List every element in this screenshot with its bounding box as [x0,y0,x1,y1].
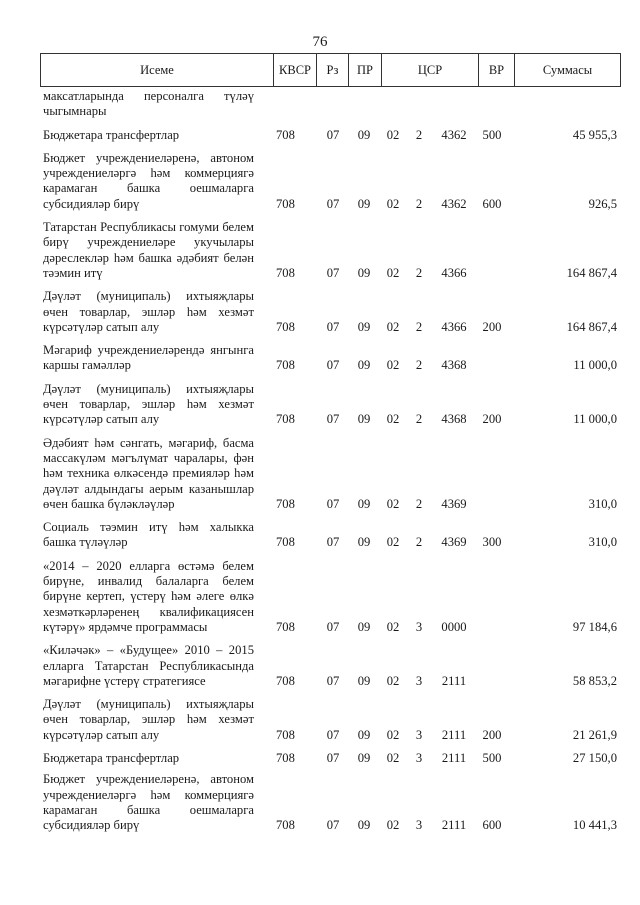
table-row [40,751,621,766]
row-name: Дәүләт (муниципаль) ихтыяҗлары өчен товарлар, эшләр һәм хезмәт күрсәтүләр сатып алу [43,697,254,742]
row-kvsr: 708 [276,358,295,373]
row-csr2: 2 [415,319,423,334]
row-pr: 09 [357,496,371,511]
row-vr: 500 [482,750,502,765]
row-vr: 600 [482,196,502,211]
row-sum: 164 867,4 [566,265,617,280]
row-csr3: 2111 [441,750,467,765]
table-row [40,220,621,281]
row-name: «2014 – 2020 елларга өстәмә белем бирүне, инвалид балаларга белем бирүне кертеп, үстерү һәм әлеге өлкә хезмәткәрләренең квалификациясен күтәрү» ярдәмче программасы [43,558,254,634]
row-pr: 09 [357,619,371,634]
table-body [40,89,621,833]
row-vr: 500 [482,127,502,142]
row-name: максатларында персоналга түләү чыгымнары [43,89,254,119]
table-row [40,559,621,635]
row-csr2: 2 [415,496,423,511]
row-pr: 09 [357,535,371,550]
table-row [40,151,621,212]
row-csr1: 02 [386,750,400,765]
header-kvsr: КВСР [273,54,316,86]
row-kvsr: 708 [276,319,295,334]
row-csr1: 02 [386,496,400,511]
row-sum: 10 441,3 [572,818,617,833]
row-kvsr: 708 [276,750,295,765]
row-sum: 21 261,9 [572,727,617,742]
table-row [40,128,621,143]
header-csr: ЦСР [381,54,478,86]
row-sum: 27 150,0 [572,750,617,765]
row-csr3: 4368 [441,412,467,427]
header-vr: ВР [478,54,514,86]
row-rz: 07 [326,319,340,334]
row-rz: 07 [326,619,340,634]
row-csr3: 2111 [441,727,467,742]
table-row [40,772,621,833]
row-name: Мәгариф учреждениеләрендә янгынга каршы гамәлләр [43,343,254,373]
row-pr: 09 [357,412,371,427]
row-rz: 07 [326,673,340,688]
budget-table [40,53,621,833]
row-pr: 09 [357,727,371,742]
row-rz: 07 [326,818,340,833]
header-pr: ПР [348,54,381,86]
table-row [40,343,621,374]
row-kvsr: 708 [276,265,295,280]
row-csr1: 02 [386,358,400,373]
row-csr1: 02 [386,319,400,334]
row-vr: 300 [482,535,502,550]
row-pr: 09 [357,127,371,142]
row-sum: 45 955,3 [572,127,617,142]
row-name: Бюджет учреждениеләренә, автоном учреждениеләргә һәм коммерциягә карамаган башка оешмаларга субсидияләр бирү [43,772,254,833]
row-rz: 07 [326,358,340,373]
row-kvsr: 708 [276,196,295,211]
table-row [40,436,621,512]
row-name: Дәүләт (муниципаль) ихтыяҗлары өчен товарлар, эшләр һәм хезмәт күрсәтүләр сатып алу [43,289,254,334]
row-csr2: 2 [415,265,423,280]
row-rz: 07 [326,127,340,142]
row-csr1: 02 [386,619,400,634]
row-name: Татарстан Республикасы гомуми белем бирү учреждениеләре укучылары дәреслекләр һәм башка әдәбият белән тәэмин итү [43,220,254,280]
row-name: «Киләчәк» – «Будущее» 2010 – 2015 елларга Татарстан Республикасында мәгарифне үстерү стратегиясе [43,643,254,688]
row-name: Дәүләт (муниципаль) ихтыяҗлары өчен товарлар, эшләр һәм хезмәт күрсәтүләр сатып алу [43,381,254,427]
row-csr3: 4366 [441,265,467,280]
row-kvsr: 708 [276,727,295,742]
row-kvsr: 708 [276,619,295,634]
table-row [40,643,621,689]
table-row [40,382,621,428]
table-row [40,520,621,551]
row-csr3: 4369 [441,535,467,550]
row-csr3: 4368 [441,358,467,373]
row-csr2: 2 [415,358,423,373]
row-name: Әдәбият һәм сәнгать, мәгариф, басма массакүләм мәгълүмат чаралары, фән һәм техника өлкәсендә премияләр һәм дәүләт алдындагы аерым казанышлар өчен башка бүләкләүләр [43,435,254,511]
row-vr: 200 [482,727,502,742]
row-csr1: 02 [386,727,400,742]
row-sum: 164 867,4 [566,319,617,334]
row-name: Бюджетара трансфертлар [43,750,180,765]
row-csr2: 3 [415,619,423,634]
row-vr: 600 [482,818,502,833]
row-sum: 310,0 [588,496,617,511]
row-name: Социаль тәэмин итү һәм халыкка башка түләүләр [43,520,254,550]
row-csr3: 0000 [441,619,467,634]
row-csr3: 4366 [441,319,467,334]
row-sum: 926,5 [588,196,617,211]
row-csr1: 02 [386,265,400,280]
row-csr2: 2 [415,196,423,211]
row-kvsr: 708 [276,496,295,511]
header-rz: Рз [316,54,348,86]
row-pr: 09 [357,319,371,334]
row-csr3: 4369 [441,496,467,511]
row-csr1: 02 [386,196,400,211]
header-sum: Суммасы [514,54,620,86]
row-csr2: 3 [415,727,423,742]
row-kvsr: 708 [276,412,295,427]
row-kvsr: 708 [276,535,295,550]
row-kvsr: 708 [276,818,295,833]
row-rz: 07 [326,727,340,742]
row-csr1: 02 [386,412,400,427]
row-kvsr: 708 [276,673,295,688]
row-csr3: 4362 [441,196,467,211]
row-pr: 09 [357,196,371,211]
row-kvsr: 708 [276,127,295,142]
row-sum: 310,0 [588,535,617,550]
row-csr2: 2 [415,127,423,142]
row-rz: 07 [326,265,340,280]
row-sum: 97 184,6 [572,619,617,634]
table-row [40,89,621,120]
row-csr2: 2 [415,535,423,550]
row-vr: 200 [482,412,502,427]
row-name: Бюджетара трансфертлар [43,127,180,142]
row-rz: 07 [326,412,340,427]
row-pr: 09 [357,818,371,833]
row-pr: 09 [357,673,371,688]
row-csr2: 3 [415,750,423,765]
row-csr2: 3 [415,673,423,688]
table-header [40,53,621,87]
row-pr: 09 [357,358,371,373]
row-csr3: 2111 [441,673,467,688]
row-csr2: 2 [415,412,423,427]
row-vr: 200 [482,319,502,334]
row-csr1: 02 [386,127,400,142]
row-csr3: 4362 [441,127,467,142]
row-csr3: 2111 [441,818,467,833]
table-row [40,289,621,335]
table-row [40,697,621,743]
row-csr2: 3 [415,818,423,833]
row-pr: 09 [357,750,371,765]
row-sum: 58 853,2 [572,673,617,688]
row-pr: 09 [357,265,371,280]
row-rz: 07 [326,750,340,765]
header-name: Исеме [140,63,174,77]
row-rz: 07 [326,496,340,511]
row-csr1: 02 [386,535,400,550]
page-number: 76 [312,34,328,50]
row-rz: 07 [326,196,340,211]
row-sum: 11 000,0 [573,412,617,427]
row-rz: 07 [326,535,340,550]
row-name: Бюджет учреждениеләренә, автоном учреждениеләргә һәм коммерциягә карамаган башка оешмаларга субсидияләр бирү [43,150,254,211]
row-sum: 11 000,0 [573,358,617,373]
row-csr1: 02 [386,673,400,688]
row-csr1: 02 [386,818,400,833]
